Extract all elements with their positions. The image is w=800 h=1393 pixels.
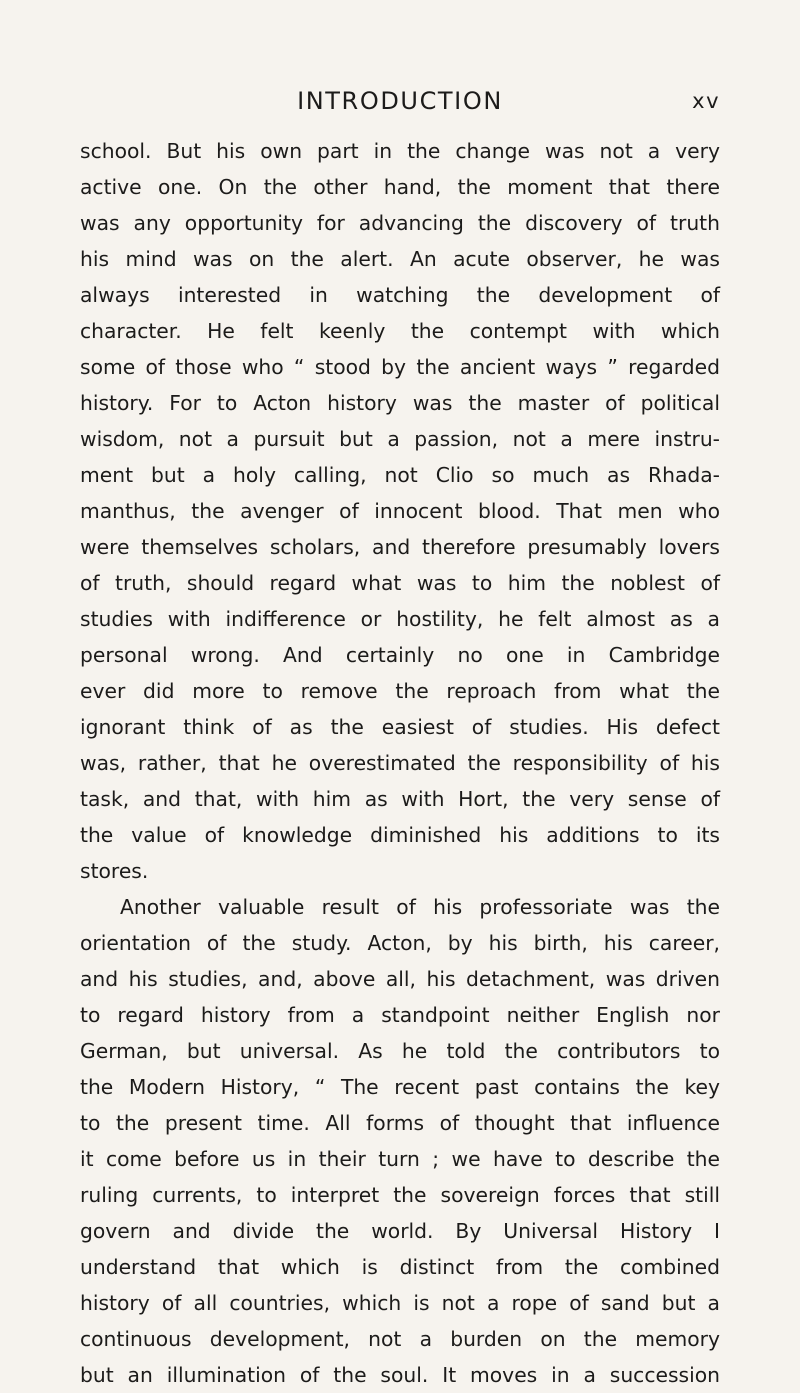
running-title: INTRODUCTION (297, 87, 503, 115)
text-line: was any opportunity for advancing the discovery of truth (80, 211, 720, 235)
text-line: active one. On the other hand, the moment that there (80, 175, 720, 199)
paragraph-first-line: Another valuable result of his professoriate was the (120, 895, 720, 919)
text-line: was, rather, that he overestimated the responsibility of his (80, 751, 720, 775)
page-number: xv (692, 89, 720, 113)
text-line: studies with indifference or hostility, he felt almost as a (80, 607, 720, 631)
text-line: continuous development, not a burden on the memory (80, 1327, 720, 1351)
body-text (80, 133, 720, 1393)
running-head (80, 84, 720, 118)
text-line: of truth, should regard what was to him the noblest of (80, 571, 720, 595)
text-line: to the present time. All forms of thought that influence (80, 1111, 720, 1135)
text-line: it come before us in their turn ; we have to describe the (80, 1147, 720, 1171)
text-line: the value of knowledge diminished his additions to its (80, 823, 720, 847)
text-line: ever did more to remove the reproach from what the (80, 679, 720, 703)
text-line: German, but universal. As he told the contributors to (80, 1039, 720, 1063)
text-line: his mind was on the alert. An acute observer, he was (80, 247, 720, 271)
text-line: ignorant think of as the easiest of studies. His defect (80, 715, 720, 739)
text-line: always interested in watching the development of (80, 283, 720, 307)
text-line: ruling currents, to interpret the sovereign forces that still (80, 1183, 720, 1207)
text-line: to regard history from a standpoint neither English nor (80, 1003, 720, 1027)
text-line: wisdom, not a pursuit but a passion, not a mere instru- (80, 427, 720, 451)
text-line: some of those who “ stood by the ancient ways ” regarded (80, 355, 720, 379)
text-line: govern and divide the world. By Universal History I (80, 1219, 720, 1243)
text-line: character. He felt keenly the contempt with which (80, 319, 720, 343)
text-line: history of all countries, which is not a rope of sand but a (80, 1291, 720, 1315)
text-line: the Modern History, “ The recent past contains the key (80, 1075, 720, 1099)
text-line: school. But his own part in the change was not a very (80, 139, 720, 163)
text-line: understand that which is distinct from the combined (80, 1255, 720, 1279)
text-line: but an illumination of the soul. It moves in a succession (80, 1363, 720, 1387)
text-line: ment but a holy calling, not Clio so much as Rhada- (80, 463, 720, 487)
text-line: personal wrong. And certainly no one in Cambridge (80, 643, 720, 667)
text-line: and his studies, and, above all, his detachment, was driven (80, 967, 720, 991)
paragraph-end-line: stores. (80, 859, 149, 883)
text-line: task, and that, with him as with Hort, the very sense of (80, 787, 720, 811)
text-line: history. For to Acton history was the master of political (80, 391, 720, 415)
text-line: manthus, the avenger of innocent blood. That men who (80, 499, 720, 523)
text-line: orientation of the study. Acton, by his birth, his career, (80, 931, 720, 955)
text-line: were themselves scholars, and therefore presumably lovers (80, 535, 720, 559)
